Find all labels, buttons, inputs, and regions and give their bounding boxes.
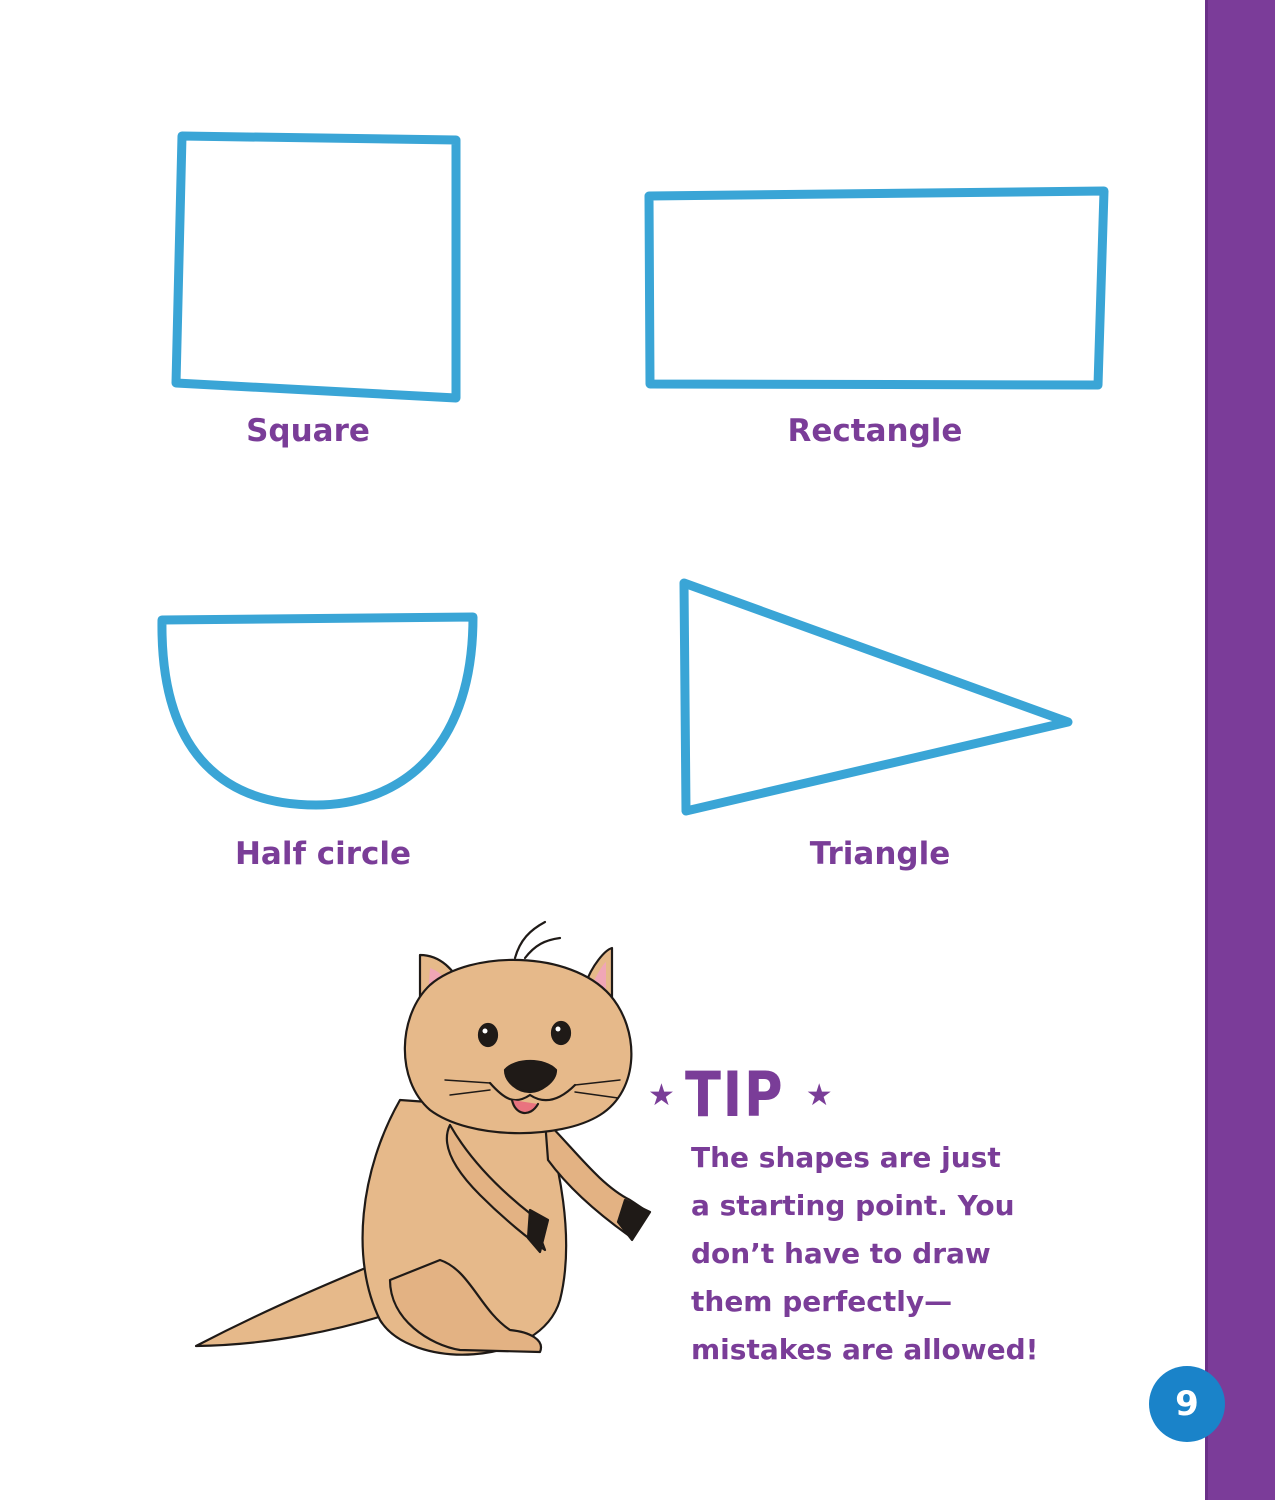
quokka-icon [196, 922, 650, 1355]
tip-body: The shapes are just a starting point. You don’t have to draw them perfectly— mistakes are allowed! [691, 1141, 1039, 1366]
triangle-label: Triangle [809, 836, 951, 872]
page-number-badge: 9 [1149, 1366, 1225, 1442]
rectangle-shape [649, 191, 1104, 385]
half-circle-label: Half circle [234, 836, 412, 872]
side-band [1205, 0, 1275, 1500]
rectangle-label: Rectangle [787, 413, 963, 449]
tip-heading [648, 1060, 833, 1130]
tip-title: TIP [684, 1058, 785, 1131]
half-circle-shape [162, 617, 473, 805]
star-icon: ★ [648, 1077, 675, 1113]
triangle-shape [684, 583, 1068, 811]
square-label: Square [246, 413, 370, 449]
star-icon: ★ [805, 1077, 833, 1113]
square-shape [176, 136, 456, 398]
